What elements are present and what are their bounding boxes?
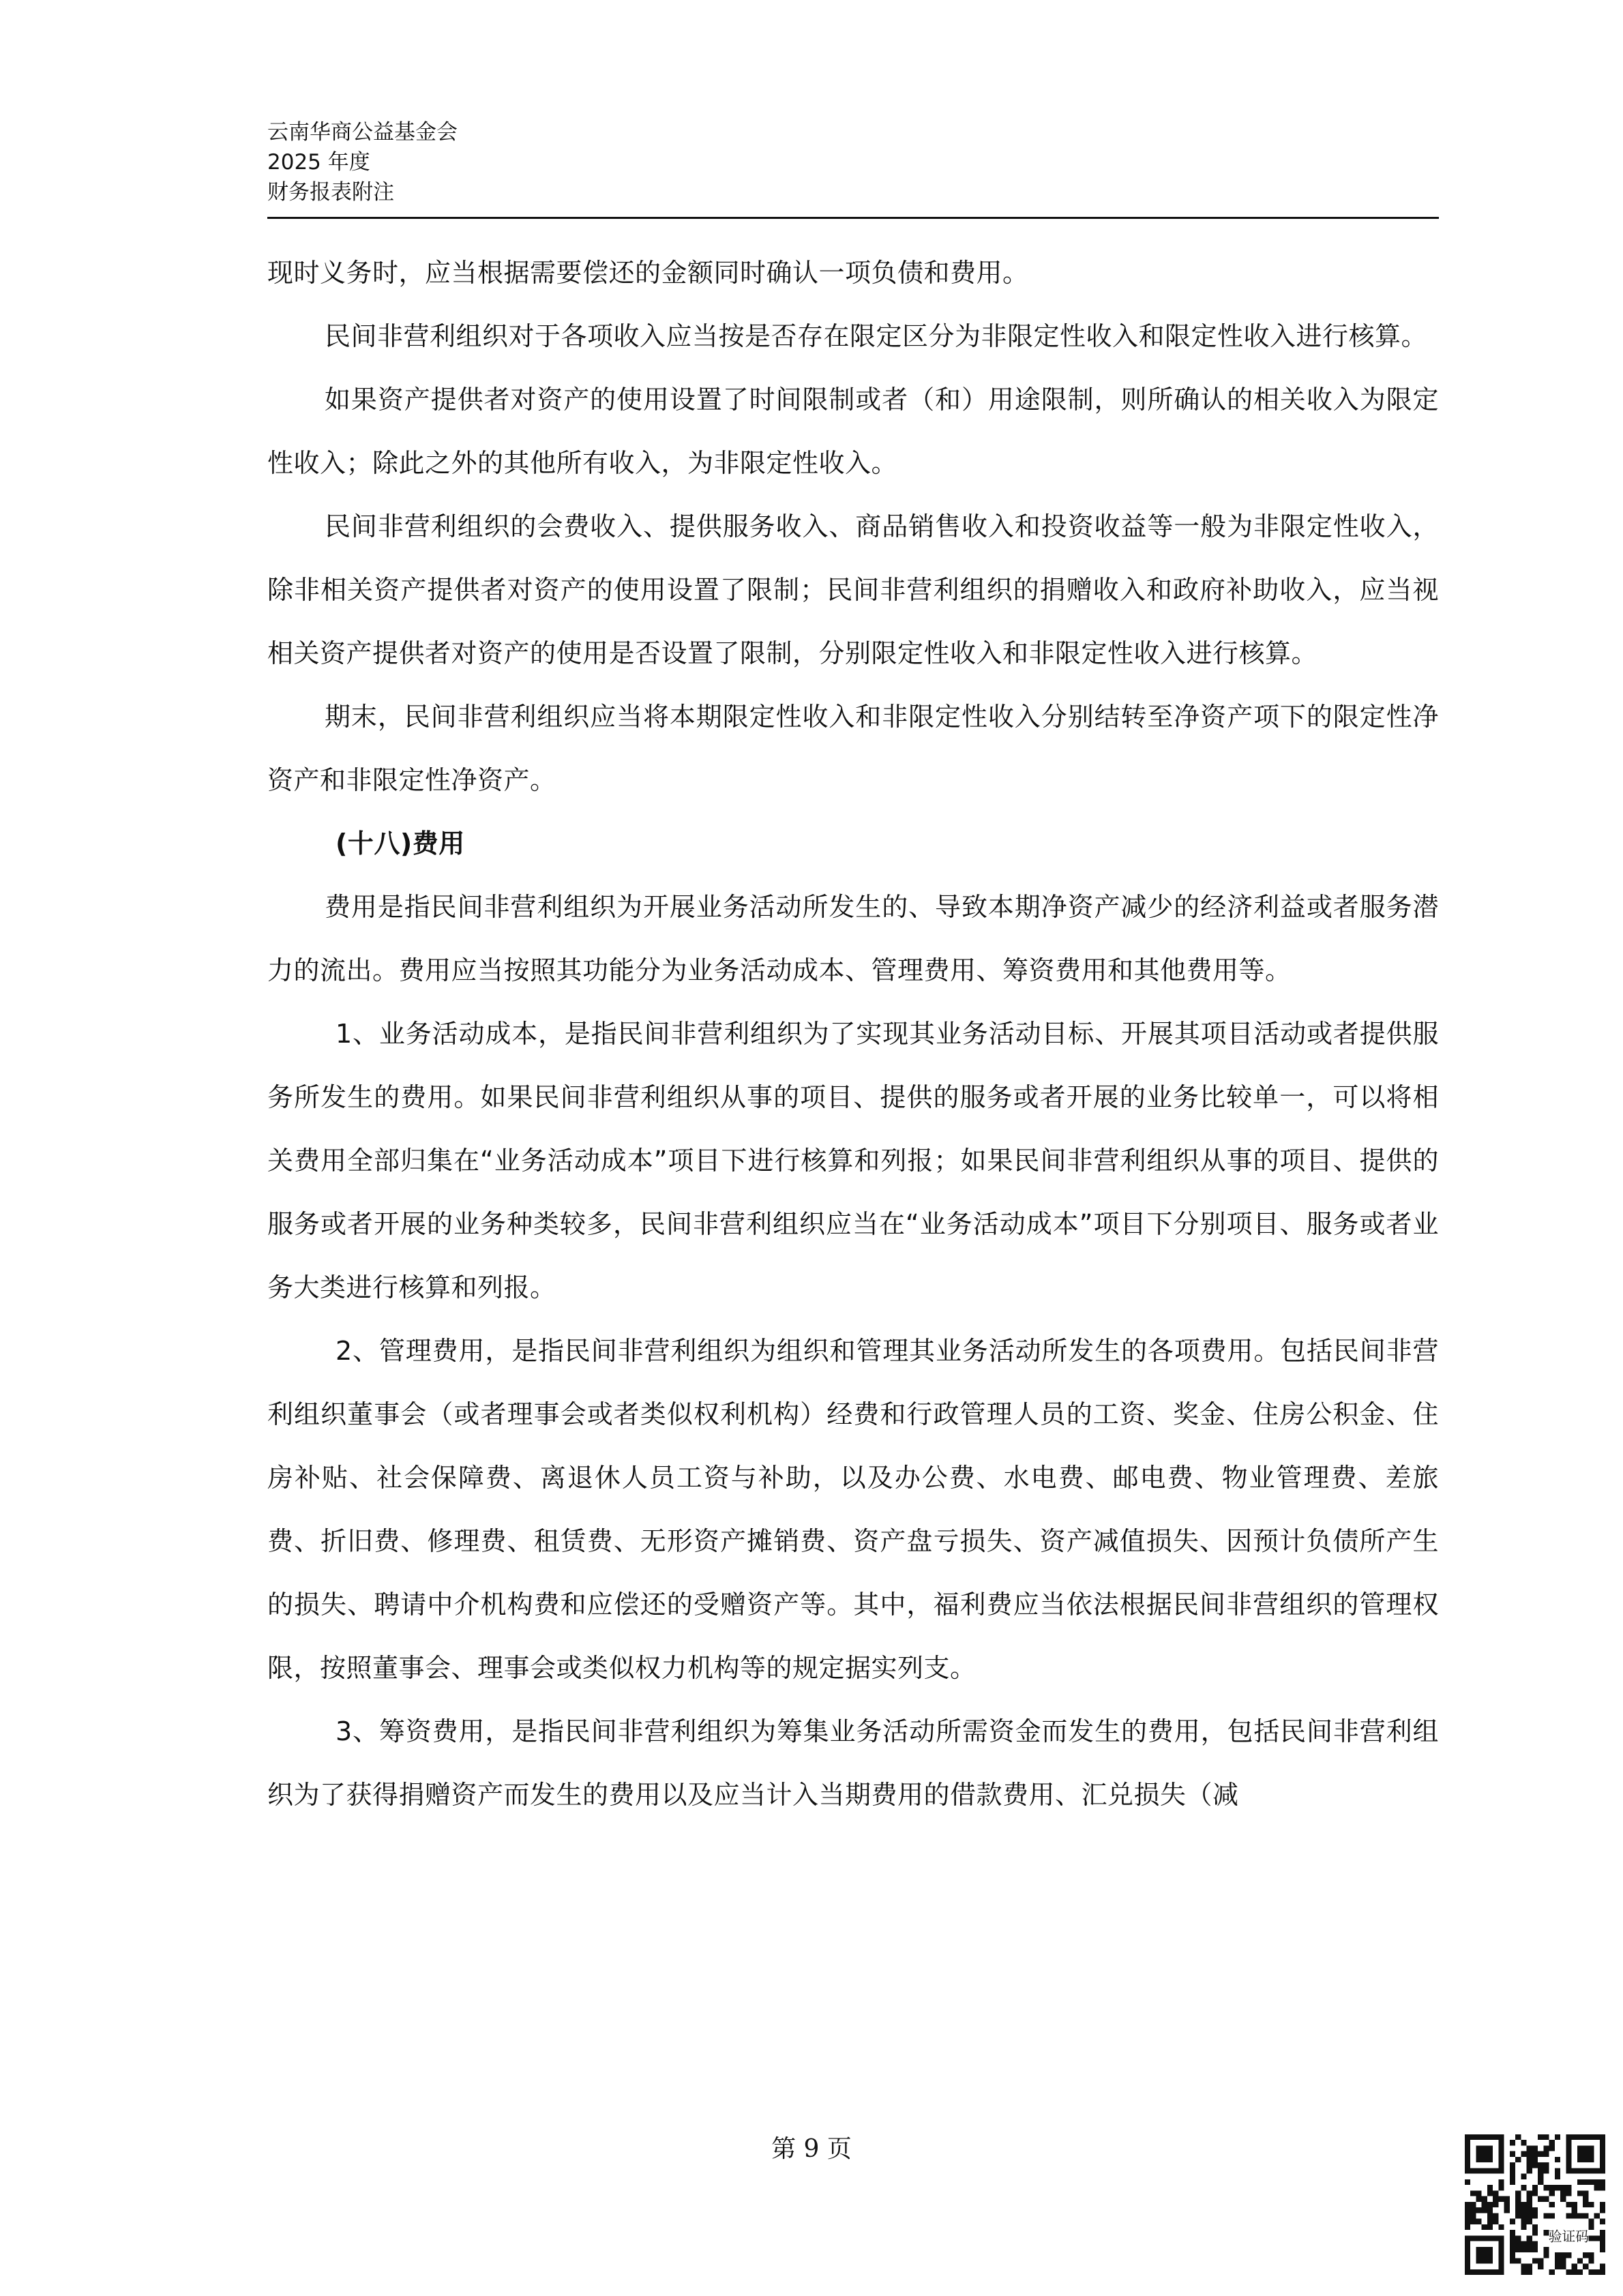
- verification-qr-code-icon: [1465, 2134, 1605, 2275]
- document-body: [267, 241, 1439, 1827]
- header-org-name: 云南华商公益基金会: [267, 120, 458, 145]
- header-doc-title: 财务报表附注: [267, 180, 394, 205]
- page-number: 第 9 页: [771, 2135, 852, 2163]
- page-header: [267, 117, 1439, 207]
- qr-caption: 验证码: [1548, 2228, 1590, 2245]
- paragraph: 1、业务活动成本，是指民间非营利组织为了实现其业务活动目标、开展其项目活动或者提供服务所发生的费用。如果民间非营利组织从事的项目、提供的服务或者开展的业务比较单一，可以将相关费用全部归集在“业务活动成本”项目下进行核算和列报；如果民间非营利组织从事的项目、提供的服务或者开展的业务种类较多，民间非营利组织应当在“业务活动成本”项目下分别项目、服务或者业务大类进行核算和列报。: [267, 1019, 1439, 1302]
- section-heading: (十八)费用: [336, 829, 465, 859]
- paragraph: 如果资产提供者对资产的使用设置了时间限制或者（和）用途限制，则所确认的相关收入为限定性收入；除此之外的其他所有收入，为非限定性收入。: [267, 385, 1439, 478]
- header-year: 2025 年度: [267, 150, 370, 175]
- paragraph: 费用是指民间非营利组织为开展业务活动所发生的、导致本期净资产减少的经济利益或者服务潜力的流出。费用应当按照其功能分为业务活动成本、管理费用、筹资费用和其他费用等。: [267, 892, 1439, 985]
- paragraph: 现时义务时，应当根据需要偿还的金额同时确认一项负债和费用。: [267, 258, 1029, 288]
- paragraph: 民间非营利组织对于各项收入应当按是否存在限定区分为非限定性收入和限定性收入进行核算。: [325, 321, 1428, 351]
- paragraph: 期末，民间非营利组织应当将本期限定性收入和非限定性收入分别结转至净资产项下的限定性净资产和非限定性净资产。: [267, 702, 1439, 795]
- paragraph: 2、管理费用，是指民间非营利组织为组织和管理其业务活动所发生的各项费用。包括民间非营利组织董事会（或者理事会或者类似权利机构）经费和行政管理人员的工资、奖金、住房公积金、住房补贴、社会保障费、离退休人员工资与补助，以及办公费、水电费、邮电费、物业管理费、差旅费、折旧费、修理费、租赁费、无形资产摊销费、资产盘亏损失、资产减值损失、因预计负债所产生的损失、聘请中介机构费和应偿还的受赠资产等。其中，福利费应当依法根据民间非营组织的管理权限，按照董事会、理事会或类似权力机构等的规定据实列支。: [267, 1336, 1439, 1683]
- paragraph: 民间非营利组织的会费收入、提供服务收入、商品销售收入和投资收益等一般为非限定性收入，除非相关资产提供者对资产的使用设置了限制；民间非营利组织的捐赠收入和政府补助收入，应当视相关资产提供者对资产的使用是否设置了限制，分别限定性收入和非限定性收入进行核算。: [267, 511, 1439, 668]
- paragraph: 3、筹资费用，是指民间非营利组织为筹集业务活动所需资金而发生的费用，包括民间非营利组织为了获得捐赠资产而发生的费用以及应当计入当期费用的借款费用、汇兑损失（减: [267, 1716, 1439, 1810]
- header-rule: [267, 217, 1439, 219]
